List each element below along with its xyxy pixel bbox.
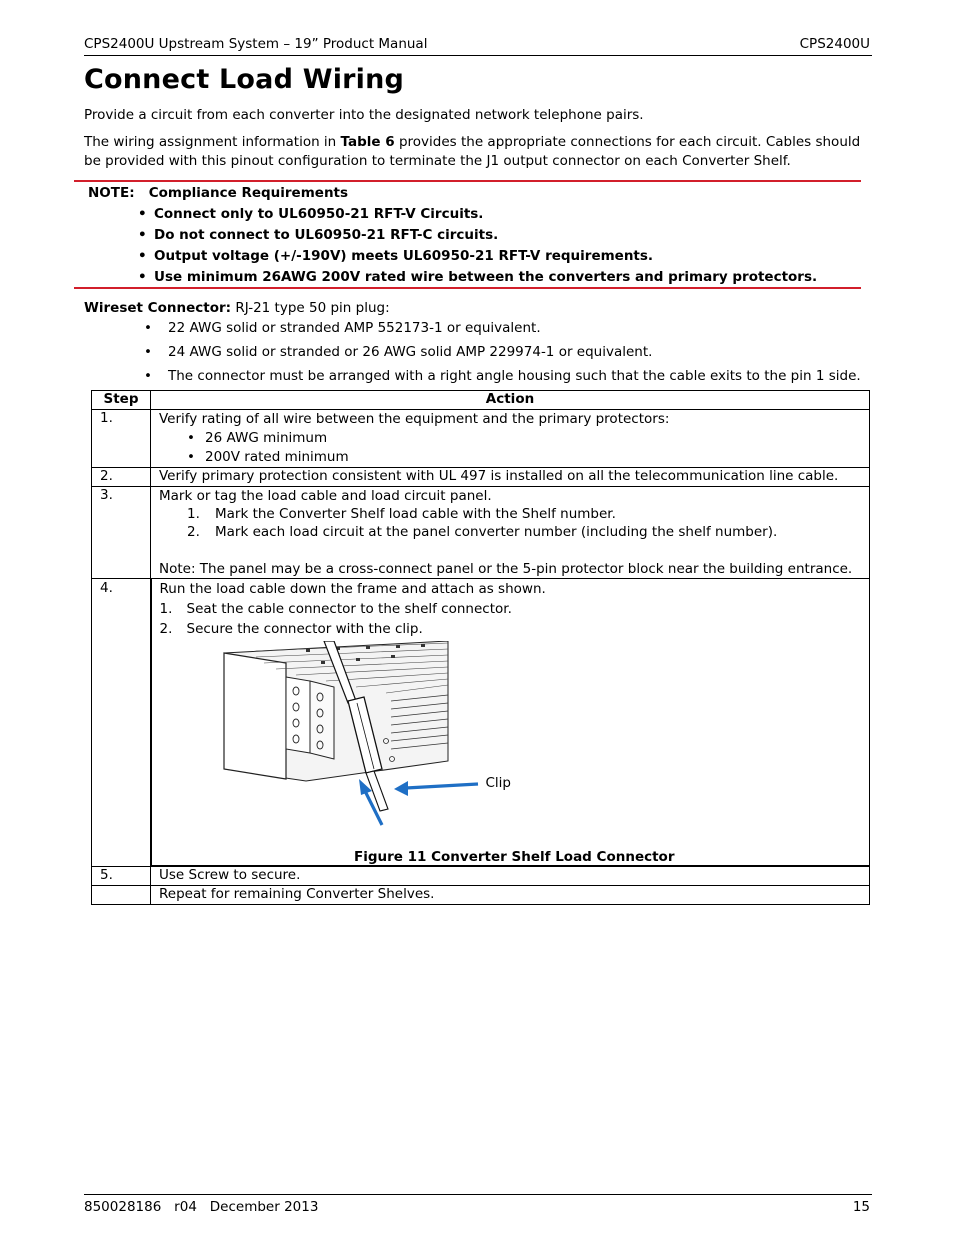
intro-paragraph: Provide a circuit from each converter into the designated network telephone pairs. — [84, 107, 644, 123]
page-number: 15 — [852, 1199, 870, 1215]
step-number: 4. — [92, 579, 151, 867]
action-substep: 1. Seat the cable connector to the shelf connector. — [159, 601, 512, 617]
step-number: 5. — [92, 866, 151, 885]
footer-rule — [84, 1194, 872, 1195]
note-top-rule — [74, 180, 861, 182]
note-item-text: Connect only to UL60950-21 RFT-V Circuits. — [154, 206, 484, 222]
wiring-info-text-end: provides the appropriate connections for each circuit. Cables should be provided with this pinout configuration to terminate the J1 output connector on each Converter Shelf. — [84, 134, 861, 169]
figure-caption: Figure 11 Converter Shelf Load Connector — [354, 849, 675, 865]
action-text: Repeat for remaining Converter Shelves. — [151, 885, 870, 904]
table-row — [92, 579, 870, 867]
table-row — [92, 487, 870, 579]
page-title: Connect Load Wiring — [84, 64, 405, 95]
wireset-item: • 22 AWG solid or stranded AMP 552173-1 or equivalent. — [144, 320, 541, 336]
action-substep-text: Secure the connector with the clip. — [186, 621, 423, 637]
wireset-item: • 24 AWG solid or stranded or 26 AWG solid AMP 229974-1 or equivalent. — [144, 344, 653, 360]
action-substep-text: Mark each load circuit at the panel converter number (including the shelf number). — [215, 524, 778, 540]
note-title: NOTE: Compliance Requirements — [88, 185, 349, 201]
action-bullet: • 200V rated minimum — [187, 449, 349, 465]
wiring-info-text: The wiring assignment information in — [84, 134, 341, 150]
footer-doc-info: 850028186 r04 December 2013 — [84, 1199, 319, 1215]
converter-shelf-illustration — [216, 641, 596, 831]
note-item: • Connect only to UL60950-21 RFT-V Circuits. — [138, 206, 484, 222]
action-substep-text: Mark the Converter Shelf load cable with the Shelf number. — [215, 506, 616, 522]
step-number: 3. — [92, 487, 151, 579]
action-bullet-text: 26 AWG minimum — [205, 430, 328, 446]
wireset-item-text: 24 AWG solid or stranded or 26 AWG solid AMP 229974-1 or equivalent. — [168, 344, 653, 360]
wireset-item-text: 22 AWG solid or stranded AMP 552173-1 or equivalent. — [168, 320, 541, 336]
action-text: Verify rating of all wire between the equipment and the primary protectors: — [159, 411, 670, 427]
action-substep: 2. Secure the connector with the clip. — [159, 621, 423, 637]
step-number — [92, 885, 151, 904]
table-row — [92, 866, 870, 885]
action-text: Mark or tag the load cable and load circuit panel. — [159, 488, 492, 504]
action-bullet-text: 200V rated minimum — [205, 449, 349, 465]
clip-label: Clip — [485, 775, 511, 791]
figure — [160, 639, 870, 849]
action-cell — [151, 410, 870, 468]
action-text: Use Screw to secure. — [151, 866, 870, 885]
table-row — [92, 885, 870, 904]
header-rule — [84, 55, 872, 56]
action-substep: 2. Mark each load circuit at the panel converter number (including the shelf number). — [187, 524, 778, 540]
note-item-text: Output voltage (+/-190V) meets UL60950-21 RFT-V requirements. — [154, 248, 654, 264]
steps-table — [91, 390, 870, 905]
action-text: Run the load cable down the frame and attach as shown. — [159, 581, 546, 597]
table-header-row — [92, 391, 870, 410]
step-number: 2. — [92, 468, 151, 487]
action-bullet: • 26 AWG minimum — [187, 430, 328, 446]
step-number: 1. — [92, 410, 151, 468]
table-row — [92, 410, 870, 468]
action-substep: 1. Mark the Converter Shelf load cable with the Shelf number. — [187, 506, 616, 522]
note-item: • Do not connect to UL60950-21 RFT-C circuits. — [138, 227, 499, 243]
table-reference-link[interactable]: Table 6 — [340, 134, 395, 150]
note-item-text: Do not connect to UL60950-21 RFT-C circuits. — [154, 227, 499, 243]
action-column-header: Action — [151, 391, 870, 410]
wiring-info-paragraph — [84, 133, 864, 171]
step-column-header: Step — [92, 391, 151, 410]
action-substep-text: Seat the cable connector to the shelf connector. — [186, 601, 512, 617]
note-item: • Use minimum 26AWG 200V rated wire between the converters and primary protectors. — [138, 269, 818, 285]
action-note: Note: The panel may be a cross-connect panel or the 5-pin protector block near the building entrance. — [159, 561, 853, 577]
wireset-label: Wireset Connector: — [84, 300, 232, 316]
note-bottom-rule — [74, 287, 861, 289]
table-row — [92, 468, 870, 487]
wireset-line — [84, 300, 390, 316]
wireset-text: RJ-21 type 50 pin plug: — [231, 300, 390, 316]
action-cell — [151, 487, 870, 579]
note-item: • Output voltage (+/-190V) meets UL60950-21 RFT-V requirements. — [138, 248, 654, 264]
action-text: Verify primary protection consistent with UL 497 is installed on all the telecommunication line cable. — [151, 468, 870, 487]
header-product: CPS2400U — [799, 36, 870, 52]
wireset-item-text: The connector must be arranged with a right angle housing such that the cable exits to the pin 1 side. — [168, 368, 861, 384]
note-item-text: Use minimum 26AWG 200V rated wire between the converters and primary protectors. — [154, 269, 818, 285]
header-title: CPS2400U Upstream System – 19” Product Manual — [84, 36, 428, 52]
wireset-item: • The connector must be arranged with a right angle housing such that the cable exits to the pin 1 side. — [144, 368, 861, 384]
action-cell — [151, 579, 870, 867]
